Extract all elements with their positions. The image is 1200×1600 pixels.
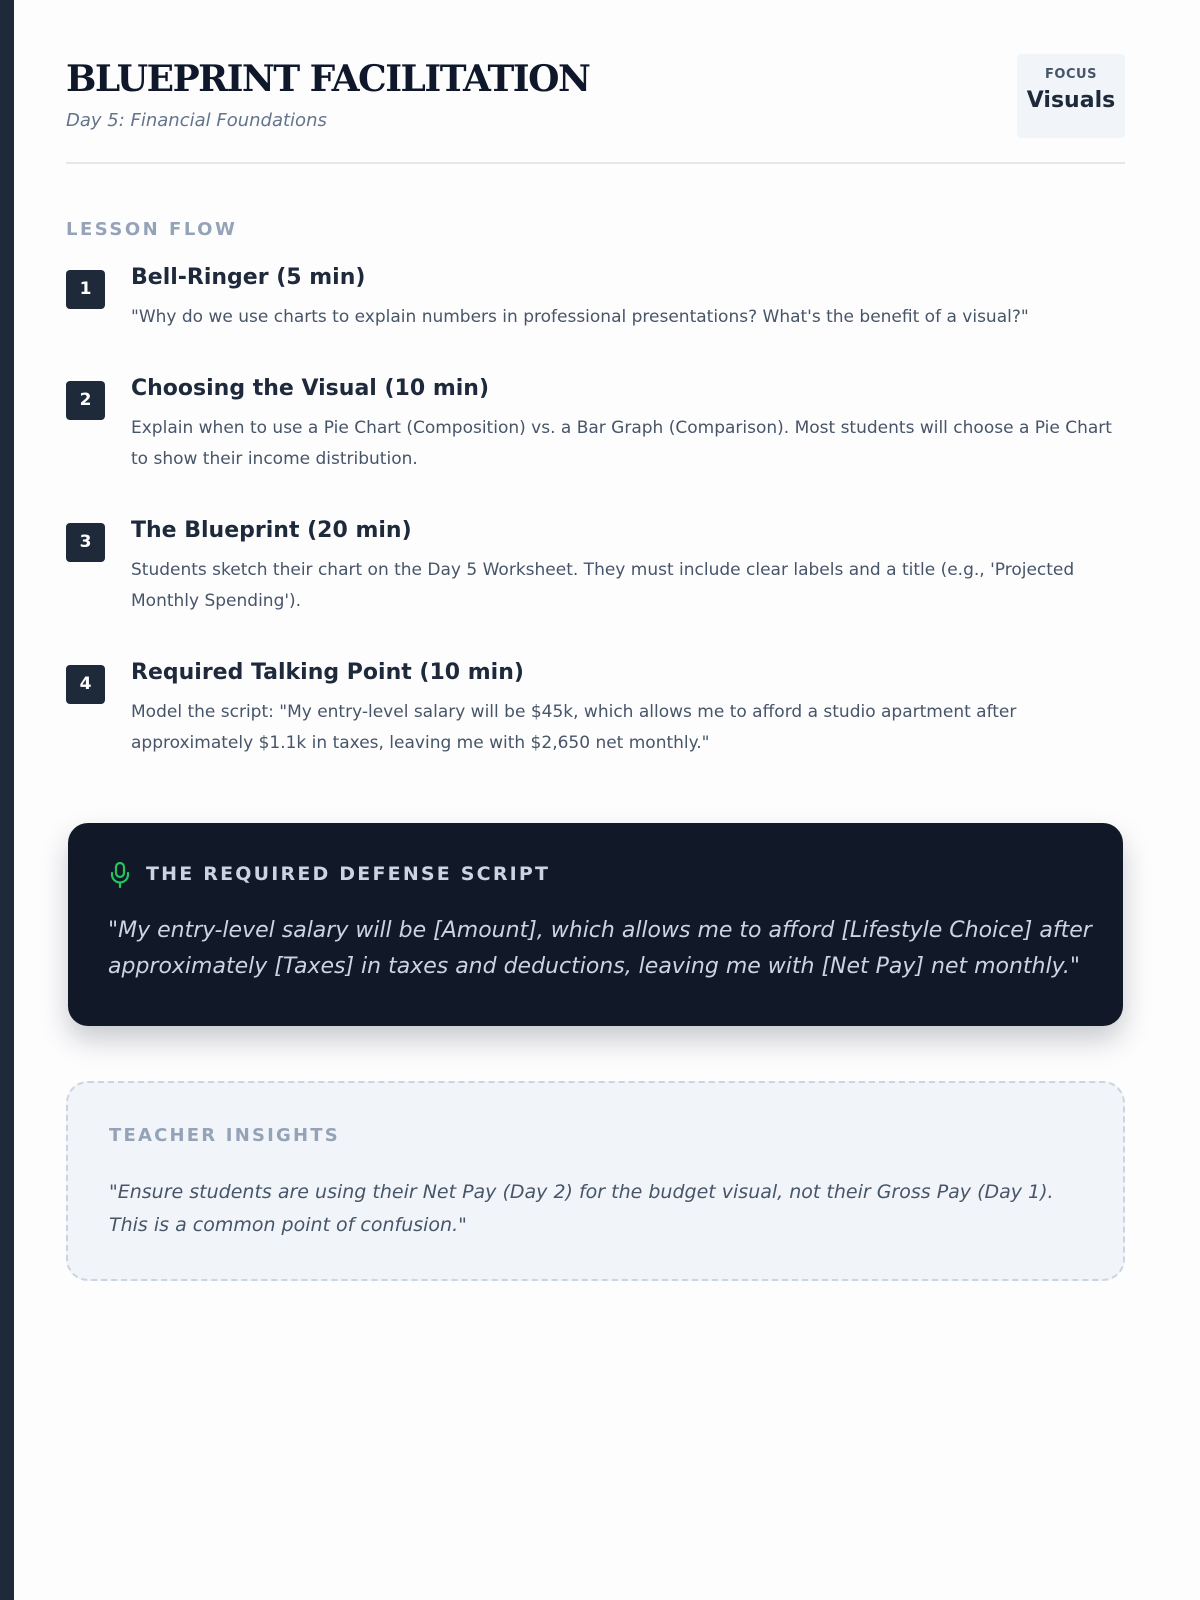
focus-badge	[1017, 54, 1125, 138]
step-description: Students sketch their chart on the Day 5 Worksheet. They must include clear labels and a title (e.g., 'Projected Monthly Spending').	[131, 560, 1075, 611]
step-title: The Blueprint (20 min)	[131, 518, 412, 543]
teacher-insights-card	[66, 1081, 1125, 1281]
defense-script-label: THE REQUIRED DEFENSE SCRIPT	[146, 863, 551, 885]
page-title: BLUEPRINT FACILITATION	[66, 58, 590, 100]
step-description: "Why do we use charts to explain numbers in professional presentations? What's the benefit of a visual?"	[131, 307, 1029, 327]
microphone-icon	[108, 861, 132, 889]
teacher-insights-label: TEACHER INSIGHTS	[109, 1125, 340, 1146]
step-number-badge: 2	[66, 381, 105, 420]
page-header	[66, 0, 1125, 164]
defense-script-card	[68, 823, 1123, 1026]
step-title: Required Talking Point (10 min)	[131, 660, 524, 685]
defense-script-text: "My entry-level salary will be [Amount], which allows me to afford [Lifestyle Choice] after approximately [Taxes] in taxes and deductions, leaving me with [Net Pay] net monthly."	[108, 918, 1092, 979]
sidebar-accent-stripe	[0, 0, 14, 1600]
focus-value: Visuals	[1026, 88, 1116, 113]
facilitation-page	[66, 0, 1125, 1236]
step-description: Model the script: "My entry-level salary will be $45k, which allows me to afford a studio apartment after approximately $1.1k in taxes, leaving me with $2,650 net monthly."	[131, 702, 1017, 753]
step-number-badge: 1	[66, 270, 105, 309]
step-title: Choosing the Visual (10 min)	[131, 376, 489, 401]
page-subtitle: Day 5: Financial Foundations	[66, 110, 327, 131]
step-title: Bell-Ringer (5 min)	[131, 265, 366, 290]
focus-label: FOCUS	[1045, 67, 1097, 82]
step-description: Explain when to use a Pie Chart (Composition) vs. a Bar Graph (Comparison). Most students will choose a Pie Chart to show their income distribution.	[131, 418, 1112, 469]
step-number-badge: 3	[66, 523, 105, 562]
teacher-insights-text: "Ensure students are using their Net Pay (Day 2) for the budget visual, not their Gross Pay (Day 1). This is a common point of confusion."	[109, 1181, 1054, 1236]
step-number-badge: 4	[66, 665, 105, 704]
lesson-flow-heading: LESSON FLOW	[66, 219, 238, 240]
